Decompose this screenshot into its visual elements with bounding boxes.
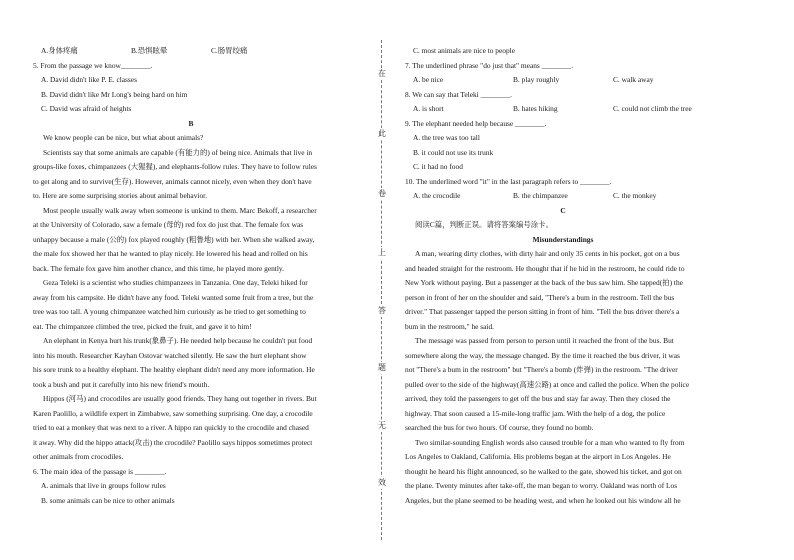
q5-stem: 5. From the passage we know________.	[33, 60, 153, 70]
passage-b	[33, 131, 349, 465]
q7-options	[405, 73, 721, 88]
passage-line: searched the bus for two hours. Of course, they found no bomb.	[405, 423, 594, 433]
passage-line: pulled over to the side of the highway(高速公路) at once and called the police. When the police	[405, 379, 690, 389]
passage-line: Hippos (河马) and crocodiles are usually good friends. They hang out together in rivers. But	[43, 394, 317, 404]
passage-line: bum in the restroom," he said.	[405, 321, 495, 331]
passage-line: Karen Paolillo, a wildlife expert in Zimbabwe, saw something surprising. One day, a crocodile	[33, 408, 313, 418]
passage-line: not "There's a bum in the restroom" but "There's a bomb (炸弹) in the restroom. "The driver	[405, 365, 678, 375]
option-a: A. is short	[413, 104, 444, 114]
binding-char: 此	[375, 128, 389, 140]
q9-option-a: A. the tree was too tall	[413, 133, 480, 143]
q10-stem: 10. The underlined word "it" in the last paragraph refers to ________.	[405, 176, 612, 186]
q9-option-c: C. it had no food	[413, 162, 463, 172]
option-c: C. the monkey	[613, 191, 657, 201]
passage-line: Los Angeles to Oakland, California. His problems began at the airport in Los Angeles. He	[405, 452, 671, 462]
option-b: B. hates hiking	[513, 104, 558, 114]
passage-line: person in front of her on the shoulder and said, "There's a bum in the restroom. Tell the bus	[405, 292, 675, 302]
q7-stem: 7. The underlined phrase "do just that" means ________.	[405, 60, 574, 70]
option-b: B.恐惧眩晕	[131, 46, 168, 55]
q6-option-a: A. animals that live in groups follow rules	[41, 481, 166, 491]
passage-line: groups-like foxes, chimpanzees (大猩猩), and elephants-follow rules. They have to follow rules	[33, 162, 317, 172]
binding-char: 在	[375, 68, 389, 80]
q8-stem: 8. We can say that Teleki ________.	[405, 89, 512, 99]
passage-c	[405, 247, 721, 508]
passage-line: unhappy because a male (公的) fox played roughly (粗鲁地) with her. When she walked away,	[33, 234, 315, 244]
section-c-instruction: 阅读C篇，判断正误。请将答案编号涂卡。	[415, 220, 553, 230]
passage-line: highway. That soon caused a 15-mile-long traffic jam. With the help of a dog, the police	[405, 408, 666, 418]
passage-line: the male fox showed her that he wanted to play nicely. He lowered his head and rolled on his	[33, 249, 308, 259]
passage-line: arrived, they told the passengers to get off the bus and stay far away. Then they closed the	[405, 394, 671, 404]
passage-line: Angeles, but the plane seemed to be heading west, and when he looked out his window all he	[405, 495, 681, 505]
passage-line: to. Here are some surprising stories about animal behavior.	[33, 191, 208, 201]
passage-line: The message was passed from person to person until it reached the front of the bus. But	[415, 336, 674, 346]
passage-line: and headed straight for the restroom. He thought that if he hid in the restroom, he could ride to	[405, 263, 685, 273]
passage-line: driver." That passenger tapped the person sitting in front of him. "Tell the bus driver there's a	[405, 307, 680, 317]
option-c: C.肠胃绞痛	[211, 46, 248, 55]
q4-options	[33, 44, 349, 59]
q5-option-a: A. David didn't like P. E. classes	[41, 75, 137, 85]
passage-line: to get along and to survive(生存). However, animals cannot nicely, even when they don't have	[33, 176, 312, 186]
passage-line: A man, wearing dirty clothes, with dirty hair and only 35 cents in his pocket, got on a bus	[415, 249, 680, 259]
passage-line: into his mouth. Researcher Kayhan Ostovar watched silently. He saw the hurt elephant show	[33, 350, 307, 360]
q8-options	[405, 102, 721, 117]
q5-option-b: B. David didn't like Mr Long's being hard on him	[41, 89, 188, 99]
binding-margin	[374, 40, 390, 540]
passage-line: took a bush and put it carefully into his new friend's mouth.	[33, 379, 210, 389]
option-b: B. the chimpanzee	[513, 191, 568, 201]
binding-char: 答	[375, 305, 389, 317]
dashed-binding-line	[381, 40, 382, 540]
binding-char: 题	[375, 362, 389, 374]
q9-option-b: B. it could not use its trunk	[413, 147, 494, 157]
binding-char: 卷	[375, 188, 389, 200]
section-c-heading: C	[560, 205, 566, 215]
passage-line: other animals from crocodiles.	[33, 452, 124, 462]
passage-line: We know people can be nice, but what about animals?	[43, 133, 204, 143]
passage-line: Two similar-sounding English words also caused trouble for a man who wanted to fly from	[415, 437, 685, 447]
passage-line: New York without paying. But a passenger at the back of the bus saw him. She tapped(拍) the	[405, 278, 683, 288]
section-b-heading: B	[188, 118, 194, 128]
option-c: C. could not climb the tree	[613, 104, 692, 114]
passage-line: thought he heard his flight announced, so he walked to the gate, showed his ticket, and got on	[405, 466, 682, 476]
q9-stem: 9. The elephant needed help because ________.	[405, 118, 547, 128]
q5-option-c: C. David was afraid of heights	[41, 104, 132, 114]
option-a: A. be nice	[413, 75, 444, 85]
q6-stem: 6. The main idea of the passage is ________.	[33, 466, 167, 476]
passage-line: away from his campsite. He didn't have any food. Teleki wanted some fruit from a tree, but the	[33, 292, 314, 302]
option-a: A. the crocodile	[413, 191, 461, 201]
passage-line: back. The female fox gave him another chance, and this time, he played more gently.	[33, 263, 284, 273]
passage-line: Geza Teleki is a scientist who studies chimpanzees in Tanzania. One day, Teleki hiked for	[43, 278, 308, 288]
passage-line: at the University of Colorado, saw a female (母的) red fox do just that. The female fox was	[33, 220, 304, 230]
option-a: A.身体疼痛	[41, 46, 78, 55]
q10-options	[405, 189, 721, 204]
q6-option-c: C. most animals are nice to people	[413, 46, 516, 55]
passage-line: eat. The chimpanzee climbed the tree, picked the fruit, and gave it to him!	[33, 321, 252, 331]
passage-c-title: Misunderstandings	[532, 234, 594, 244]
option-b: B. play roughly	[513, 75, 560, 85]
q6-option-b: B. some animals can be nice to other animals	[41, 495, 175, 505]
passage-line: tree was too tall. A young chimpanzee watched him curiously as he tried to get something to	[33, 307, 306, 317]
binding-char: 无	[375, 420, 389, 432]
passage-line: it away. Why did the hippo attack(攻击) the crocodile? Paolillo says hippos sometimes protect	[33, 437, 313, 447]
binding-char: 效	[375, 477, 389, 489]
passage-line: An elephant in Kenya hurt his trunk(象鼻子). He needed help because he couldn't put food	[43, 336, 313, 346]
passage-line: Most people usually walk away when someone is unkind to them. Marc Bekoff, a researcher	[43, 205, 317, 215]
passage-line: somewhere along the way, the message changed. By the time it reached the bus driver, it was	[405, 350, 680, 360]
right-column	[405, 44, 721, 509]
passage-line: Scientists say that some animals are capable (有能力的) of being nice. Animals that live in	[43, 147, 313, 157]
option-c: C. walk away	[613, 75, 654, 85]
passage-line: his sore trunk to a healthy elephant. The healthy elephant didn't need any more information. He	[33, 365, 315, 375]
passage-line: tried to eat a monkey that was next to a river. A hippo ran quickly to the crocodile and chased	[33, 423, 309, 433]
binding-char: 上	[375, 247, 389, 259]
passage-line: the plane. Twenty minutes after take-off, the man began to worry. Oakland was north of Los	[405, 481, 678, 491]
left-column	[33, 44, 349, 509]
